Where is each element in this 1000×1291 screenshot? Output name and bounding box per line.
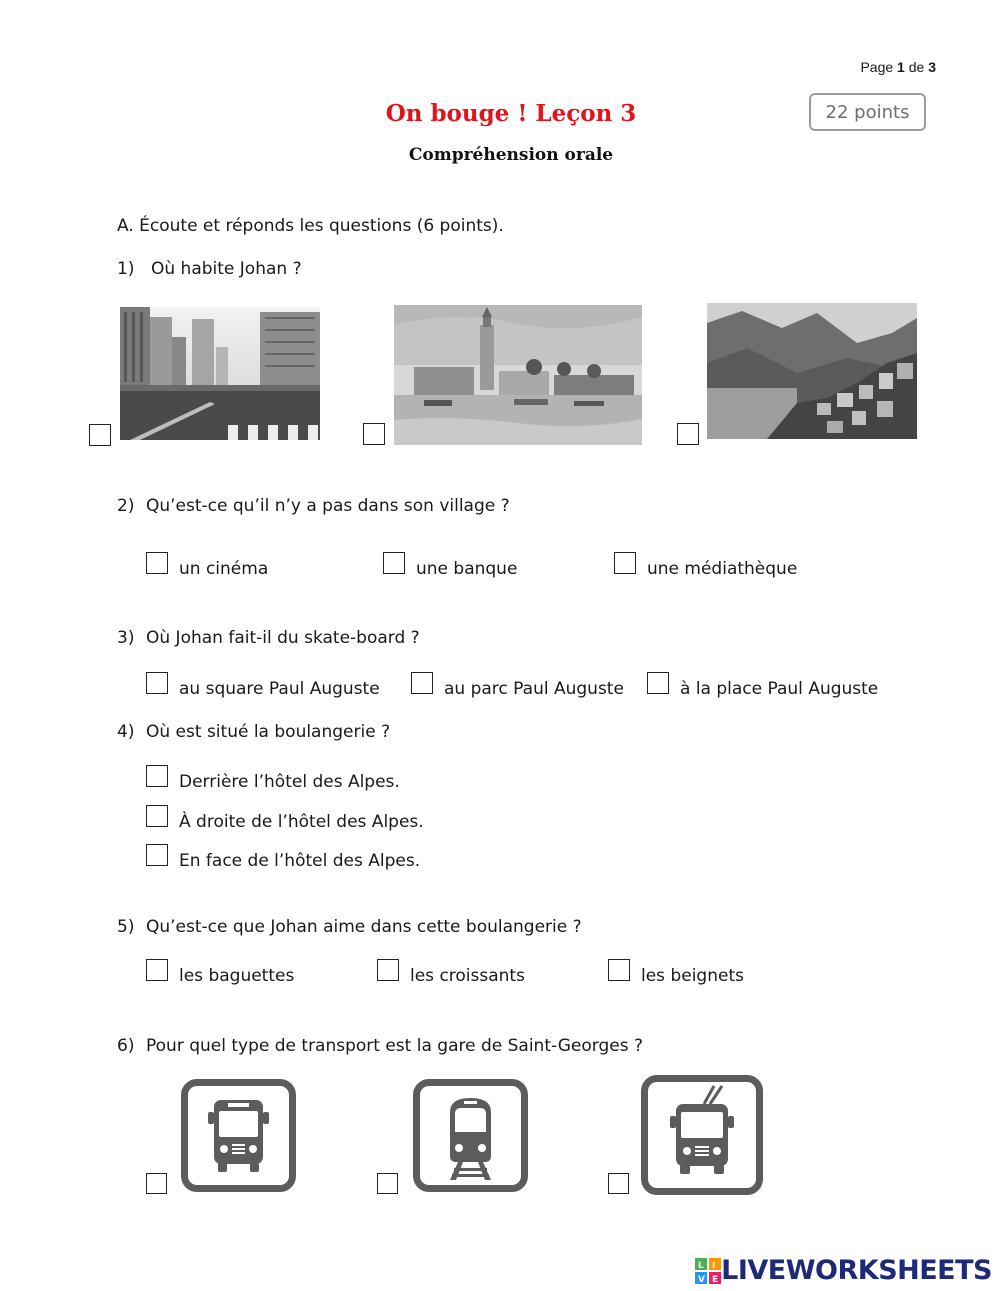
q6-option-3-checkbox[interactable] <box>608 1173 629 1194</box>
q4-option-3-checkbox[interactable] <box>146 844 168 866</box>
q4-option-1-checkbox[interactable] <box>146 765 168 787</box>
q5-option-2-checkbox[interactable] <box>377 959 399 981</box>
page-current: 1 <box>897 59 905 75</box>
city-photo <box>120 307 320 440</box>
liveworksheets-logo-icon <box>695 1258 721 1284</box>
harbour-village-photo <box>394 305 642 445</box>
q4-option-1-label: Derrière l’hôtel des Alpes. <box>179 772 400 792</box>
q1-text: Où habite Johan ? <box>151 259 302 279</box>
q4-option-3-label: En face de l’hôtel des Alpes. <box>179 851 421 871</box>
q3-option-1-checkbox[interactable] <box>146 672 168 694</box>
points-badge <box>809 93 926 131</box>
q6-number: 6) <box>117 1036 135 1056</box>
q6-option-2-checkbox[interactable] <box>377 1173 398 1194</box>
svg-text:E: E <box>712 1274 719 1284</box>
q5-option-2-label: les croissants <box>410 966 525 986</box>
q3-option-2-label: au parc Paul Auguste <box>444 679 624 699</box>
worksheet-title: On bouge ! Leçon 3 <box>385 100 637 127</box>
trolleybus-icon <box>641 1075 763 1195</box>
q6-text: Pour quel type de transport est la gare de Saint-Georges ? <box>146 1036 644 1056</box>
train-icon <box>413 1079 528 1192</box>
q4-text: Où est situé la boulangerie ? <box>146 722 391 742</box>
q5-text: Qu’est-ce que Johan aime dans cette boulangerie ? <box>146 917 582 937</box>
svg-text:I: I <box>712 1260 716 1271</box>
page-number <box>860 59 936 75</box>
q3-option-2-checkbox[interactable] <box>411 672 433 694</box>
q6-option-1-checkbox[interactable] <box>146 1173 167 1194</box>
q4-option-2-checkbox[interactable] <box>146 805 168 827</box>
q4-option-2-label: À droite de l’hôtel des Alpes. <box>179 812 424 832</box>
q1-option-2-checkbox[interactable] <box>363 423 385 445</box>
q2-option-1-label: un cinéma <box>179 559 269 579</box>
q2-option-2-label: une banque <box>416 559 518 579</box>
q3-text: Où Johan fait-il du skate-board ? <box>146 628 420 648</box>
q4-number: 4) <box>117 722 135 742</box>
q3-option-3-label: à la place Paul Auguste <box>680 679 879 699</box>
page-total: 3 <box>928 59 936 75</box>
q5-option-1-checkbox[interactable] <box>146 959 168 981</box>
q2-option-3-label: une médiathèque <box>647 559 798 579</box>
points-label: 22 points <box>825 101 910 123</box>
page-prefix: Page <box>860 59 894 75</box>
q1-option-3-checkbox[interactable] <box>677 423 699 445</box>
mountain-village-photo <box>707 303 917 439</box>
q3-option-1-label: au square Paul Auguste <box>179 679 380 699</box>
svg-text:L: L <box>698 1260 704 1271</box>
q1-number: 1) <box>117 259 135 279</box>
q2-option-2-checkbox[interactable] <box>383 552 405 574</box>
page-of: de <box>908 59 925 75</box>
q2-text: Qu’est-ce qu’il n’y a pas dans son village ? <box>146 496 510 516</box>
q3-number: 3) <box>117 628 135 648</box>
q1-option-1-checkbox[interactable] <box>89 424 111 446</box>
q2-option-3-checkbox[interactable] <box>614 552 636 574</box>
bus-icon <box>181 1079 296 1192</box>
svg-text:V: V <box>698 1274 706 1284</box>
q5-number: 5) <box>117 917 135 937</box>
liveworksheets-logo[interactable] <box>695 1255 992 1286</box>
q5-option-3-checkbox[interactable] <box>608 959 630 981</box>
q2-option-1-checkbox[interactable] <box>146 552 168 574</box>
q5-option-1-label: les baguettes <box>179 966 295 986</box>
q2-number: 2) <box>117 496 135 516</box>
worksheet-subtitle: Compréhension orale <box>408 145 614 165</box>
q3-option-3-checkbox[interactable] <box>647 672 669 694</box>
q5-option-3-label: les beignets <box>641 966 744 986</box>
liveworksheets-logo-text: LIVEWORKSHEETS <box>721 1255 992 1286</box>
section-a-heading: A. Écoute et réponds les questions (6 points). <box>117 216 504 236</box>
